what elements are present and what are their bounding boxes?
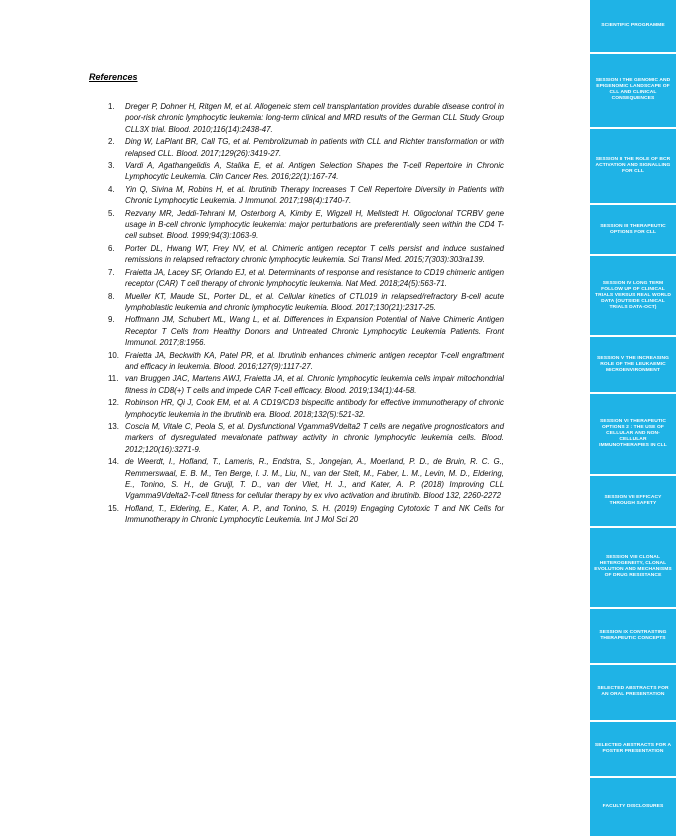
reference-item xyxy=(108,101,504,135)
section-navigation-sidebar xyxy=(590,0,676,836)
reference-text: Dreger P, Dohner H, Ritgen M, et al. Allogeneic stem cell transplantation provides durable disease control in poor-risk chronic lymphocytic leukemia: long-term clinical and MRD results of the German CLL Study Group CLL3X trial. Blood. 2010;116(14):2438-47. xyxy=(125,102,504,134)
reference-text: Robinson HR, Qi J, Cook EM, et al. A CD19/CD3 bispecific antibody for effective immunotherapy of chronic lymphocytic leukemia in the ibrutinib era. Blood. 2018;132(5):521-32. xyxy=(125,398,504,419)
sidebar-item-scientific-programme[interactable] xyxy=(590,0,676,52)
reference-item xyxy=(108,267,504,290)
reference-text: Rezvany MR, Jeddi-Tehrani M, Osterborg A, Kimby E, Wigzell H, Mellstedt H. Oligoclonal TCRBV gene usage in B-cell chronic lymphocytic leukemia: major perturbations are preferentially seen within the CD4 T-cell subset. Blood. 1999;94(3):1063-9. xyxy=(125,208,504,241)
reference-text: Coscia M, Vitale C, Peola S, et al. Dysfunctional Vgamma9Vdelta2 T cells are negative prognosticators and markers of dysregulated mevalonate pathway activity in chronic lymphocytic leukemia cells. Blood. 2012;120(16):3271-9. xyxy=(125,421,504,454)
sidebar-item-session-5[interactable] xyxy=(590,337,676,392)
reference-number: 8. xyxy=(108,291,115,301)
reference-number: 3. xyxy=(108,161,115,171)
reference-item xyxy=(108,456,504,502)
reference-number: 13. xyxy=(108,421,119,431)
sidebar-item-label: SESSION III THERAPEUTIC OPTIONS FOR CLL xyxy=(600,223,666,235)
sidebar-item-session-4[interactable] xyxy=(590,256,676,335)
reference-item xyxy=(108,421,504,455)
sidebar-item-label: SESSION VIII CLONAL HETEROGENEITY, CLONAL EVOLUTION AND MECHANISMS OF DRUG RESISTANCE xyxy=(594,555,672,579)
reference-item xyxy=(108,503,504,526)
reference-item xyxy=(108,136,504,159)
sidebar-item-session-3[interactable] xyxy=(590,205,676,254)
reference-text: Mueller KT, Maude SL, Porter DL, et al. Cellular kinetics of CTL019 in relapsed/refractory B-cell acute lymphoblastic leukemia and chronic lymphocytic leukemia. Blood. 2017;130(21):2317-25. xyxy=(125,291,504,312)
reference-item xyxy=(108,314,504,348)
sidebar-item-label: FACULTY DISCLOSURES xyxy=(602,803,664,809)
reference-item xyxy=(108,397,504,420)
reference-number: 14. xyxy=(108,457,119,467)
reference-text: Hoffmann JM, Schubert ML, Wang L, et al. Differences in Expansion Potential of Naive Chimeric Antigen Receptor T Cells from Healthy Donors and Untreated Chronic Lymphocytic Leukemia Patients. Front Immunol. 2017;8:1956. xyxy=(125,315,504,348)
sidebar-item-session-2[interactable] xyxy=(590,129,676,203)
sidebar-item-label: SESSION V THE INCREASING ROLE OF THE LEUKAEMIC MICROENVIRONMENT xyxy=(597,355,669,373)
sidebar-item-label: SELECTED ABSTRACTS FOR A POSTER PRESENTATION xyxy=(594,742,672,754)
reference-item xyxy=(108,291,504,314)
reference-number: 6. xyxy=(108,243,115,253)
reference-text: Hofland, T., Eldering, E., Kater, A. P., and Tonino, S. H. (2019) Engaging Cytotoxic T and NK Cells for Immunotherapy in Chronic Lymphocytic Leukemia. Int J Mol Sci 20 xyxy=(125,503,504,525)
reference-item xyxy=(108,160,504,183)
reference-item xyxy=(108,350,504,373)
reference-text: Vardi A, Agathangelidis A, Stalika E, et al. Antigen Selection Shapes the T-cell Repertoire in Chronic Lymphocytic Leukemia. Clin Cancer Res. 2016;22(1):167-74. xyxy=(125,161,504,182)
sidebar-item-label: SESSION IV LONG TERM FOLLOW UP OF CLINICAL TRIALS VERSUS REAL WORLD DATA (OUTSIDE CLINICAL TRIALS DATA-OCT) xyxy=(595,280,671,310)
sidebar-item-session-8[interactable] xyxy=(590,528,676,607)
reference-number: 4. xyxy=(108,184,115,194)
reference-number: 9. xyxy=(108,315,115,325)
reference-item xyxy=(108,208,504,242)
sidebar-item-session-7[interactable] xyxy=(590,476,676,526)
reference-text: de Weerdt, I., Hofland, T., Lameris, R., Endstra, S., Jongejan, A., Moerland, P. D., de Bruin, R. C. G., Remmerswaal, E. B. M., Ten Berge, I. J. M., Liu, N., van der Stelt, M., Faber, L. M., Levin, M. D., Eldering, E., Tonino, S. H., de Gruijl, T. D., van der Vliet, H. J., and Kater, A. P. (2018) Improving CLL Vgamma9Vdelta2-T-cell fitness for cellular therapy by ex vivo activation and ibrutinib. Blood 132, 2260-2272 xyxy=(125,457,504,501)
reference-number: 5. xyxy=(108,208,115,218)
sidebar-item-label: SESSION VII EFFICACY THROUGH SAFETY xyxy=(604,494,662,506)
sidebar-item-label: SESSION I THE GENOMIC AND EPIGENOMIC LANDSCAPE OF CLL AND CLINICAL CONSEQUENCES xyxy=(595,78,671,102)
reference-text: van Bruggen JAC, Martens AWJ, Fraietta JA, et al. Chronic lymphocytic leukemia cells impair mitochondrial fitness in CD8(+) T cells and impede CAR T-cell efficacy. Blood. 2019;134(1):44-58. xyxy=(125,374,504,395)
reference-number: 12. xyxy=(108,398,119,408)
references-heading: References xyxy=(89,72,138,82)
reference-text: Porter DL, Hwang WT, Frey NV, et al. Chimeric antigen receptor T cells persist and induce sustained remissions in relapsed refractory chronic lymphocytic leukemia. Sci Transl Med. 2015;7(303):303ra139. xyxy=(125,243,504,265)
reference-text: Yin Q, Sivina M, Robins H, et al. Ibrutinib Therapy Increases T Cell Repertoire Diversity in Patients with Chronic Lymphocytic Leukemia. J Immunol. 2017;198(4):1740-7. xyxy=(125,184,504,206)
sidebar-item-session-9[interactable] xyxy=(590,609,676,663)
sidebar-item-oral-abstracts[interactable] xyxy=(590,665,676,719)
reference-list xyxy=(108,101,504,527)
reference-number: 10. xyxy=(108,350,119,360)
sidebar-item-label: SESSION II THE ROLE OF BCR ACTIVATION AND SIGNALLING FOR CLL xyxy=(595,157,671,175)
reference-number: 2. xyxy=(108,137,115,147)
sidebar-item-faculty-disclosures[interactable] xyxy=(590,778,676,836)
reference-item xyxy=(108,373,504,396)
sidebar-item-session-1[interactable] xyxy=(590,54,676,128)
reference-number: 1. xyxy=(108,102,115,111)
reference-number: 15. xyxy=(108,503,119,513)
sidebar-item-label: SCIENTIFIC PROGRAMME xyxy=(601,22,665,28)
reference-number: 7. xyxy=(108,267,115,277)
reference-text: Fraietta JA, Lacey SF, Orlando EJ, et al. Determinants of response and resistance to CD19 chimeric antigen receptor (CAR) T cell therapy of chronic lymphocytic leukemia. Nat Med. 2018;24(5):563-71. xyxy=(125,267,504,289)
reference-text: Ding W, LaPlant BR, Call TG, et al. Pembrolizumab in patients with CLL and Richter transformation or with relapsed CLL. Blood. 2017;129(26):3419-27. xyxy=(125,137,504,158)
sidebar-item-label: SELECTED ABSTRACTS FOR AN ORAL PRESENTATION xyxy=(597,686,669,698)
sidebar-item-session-6[interactable] xyxy=(590,394,676,473)
sidebar-item-label: SESSION IX CONTRASTING THERAPEUTIC CONCEPTS xyxy=(599,629,667,641)
reference-number: 11. xyxy=(108,374,119,384)
reference-text: Fraietta JA, Beckwith KA, Patel PR, et al. Ibrutinib enhances chimeric antigen receptor T-cell engraftment and efficacy in leukemia. Blood. 2016;127(9):1117-27. xyxy=(125,350,504,371)
reference-item xyxy=(108,243,504,266)
sidebar-item-label: SESSION VI THERAPEUTIC OPTIONS 2 : THE USE OF CELLULAR AND NON-CELLULAR IMMUNOTHERAPIES IN CLL xyxy=(599,419,667,449)
sidebar-item-poster-abstracts[interactable] xyxy=(590,722,676,776)
reference-item xyxy=(108,184,504,207)
